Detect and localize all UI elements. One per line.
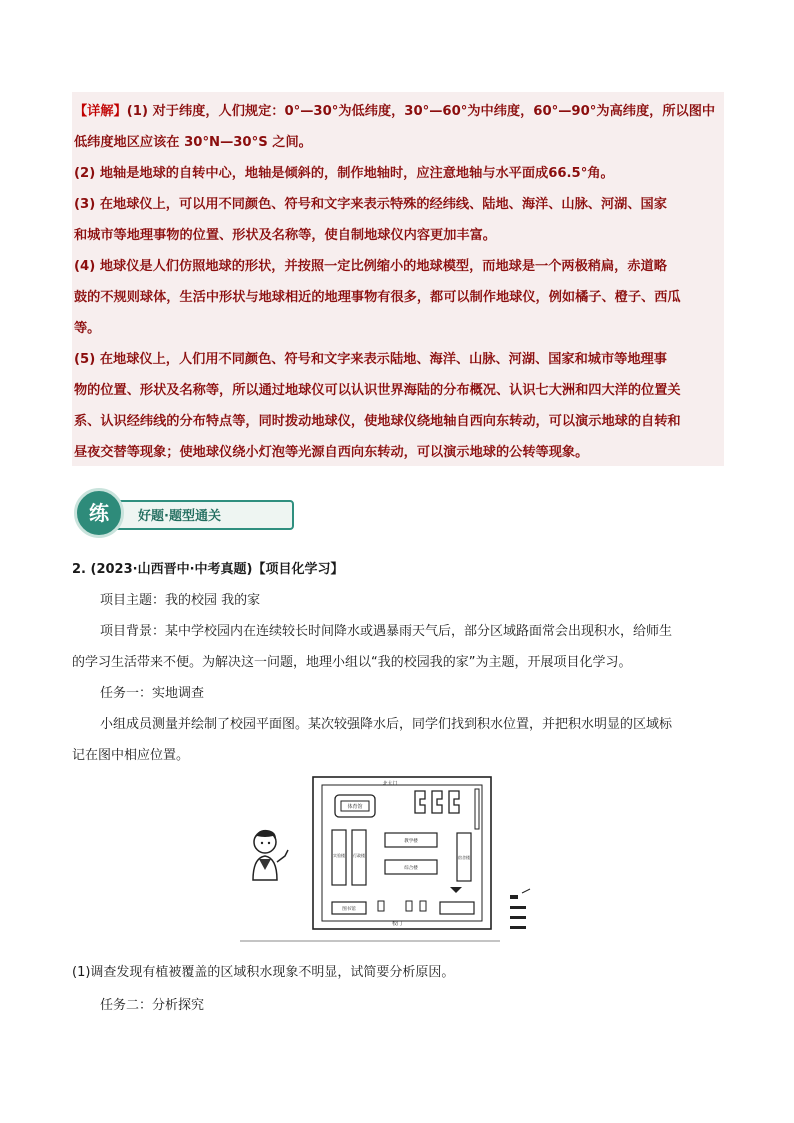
map-label-library: 图书馆 xyxy=(342,906,356,911)
map-label-teaching: 教学楼 xyxy=(404,838,418,843)
map-label-lab: 实验楼 xyxy=(333,853,345,858)
explanation-line: 和城市等地理事物的位置、形状及名称等，使自制地球仪内容更加丰富。 xyxy=(74,228,496,243)
project-background-cont: 的学习生活带来不便。为解决这一问题，地理小组以“我的校园我的家”为主题，开展项目化学习。 xyxy=(72,655,632,670)
sub-question-1: (1)调查发现有植被覆盖的区域积水现象不明显，试简要分析原因。 xyxy=(72,965,455,980)
explanation-tag: 【详解】 xyxy=(74,104,127,119)
task-one-title: 任务一：实地调查 xyxy=(100,686,205,701)
map-label-school-gate: 校门 xyxy=(391,921,403,927)
explanation-line: (4) 地球仪是人们仿照地球的形状，并按照一定比例缩小的地球模型，而地球是一个两极稍扁，赤道略 xyxy=(74,259,667,274)
map-label-complex: 综合楼 xyxy=(404,865,418,870)
explanation-line: 鼓的不规则球体，生活中形状与地球相近的地理事物有很多，都可以制作地球仪，例如橘子、橙子、西瓜 xyxy=(74,290,681,305)
explanation-box xyxy=(72,92,724,466)
project-topic: 项目主题：我的校园 我的家 xyxy=(100,593,261,608)
task-one-text: 小组成员测量并绘制了校园平面图。某次较强降水后，同学们找到积水位置，并把积水明显的区域标 xyxy=(100,717,673,732)
explanation-line: 系、认识经纬线的分布特点等，同时拨动地球仪，使地球仪绕地轴自西向东转动，可以演示地球的自转和 xyxy=(74,414,681,429)
map-label-gym: 体育馆 xyxy=(347,804,363,810)
explanation-line: 【详解】(1) 对于纬度，人们规定：0°—30°为低纬度，30°—60°为中纬度，60°—90°为高纬度，所以图中 xyxy=(74,104,716,119)
banner-bar xyxy=(106,500,294,530)
explanation-line: (5) 在地球仪上，人们用不同颜色、符号和文字来表示陆地、海洋、山脉、河湖、国家和城市等地理事 xyxy=(74,352,667,367)
map-label-dorm: 宿舍楼 xyxy=(458,855,470,860)
explanation-line: (2) 地轴是地球的自转中心，地轴是倾斜的，制作地轴时，应注意地轴与水平面成66.5°角。 xyxy=(74,166,614,181)
explanation-line: 等。 xyxy=(74,321,101,336)
explanation-line: 物的位置、形状及名称等，所以通过地球仪可以认识世界海陆的分布概况、认识七大洲和四大洋的位置关 xyxy=(74,383,681,398)
map-label-north-gate: 北大门 xyxy=(382,781,398,787)
project-background: 项目背景：某中学校园内在连续较长时间降水或遇暴雨天气后，部分区域路面常会出现积水，给师生 xyxy=(100,624,673,639)
explanation-line: 低纬度地区应该在 30°N—30°S 之间。 xyxy=(74,135,312,150)
task-one-text-cont: 记在图中相应位置。 xyxy=(72,748,190,763)
campus-map xyxy=(240,775,540,945)
section-banner xyxy=(74,488,294,538)
question-header: 2. (2023·山西晋中·中考真题)【项目化学习】 xyxy=(72,562,344,577)
explanation-line: (3) 在地球仪上，可以用不同颜色、符号和文字来表示特殊的经纬线、陆地、海洋、山脉、河湖、国家 xyxy=(74,197,667,212)
map-label-office: 行政楼 xyxy=(353,853,365,858)
banner-label: 好题·题型通关 xyxy=(138,509,221,524)
explanation-line: 昼夜交替等现象；使地球仪绕小灯泡等光源自西向东转动，可以演示地球的公转等现象。 xyxy=(74,445,589,460)
task-two-title: 任务二：分析探究 xyxy=(100,998,205,1013)
banner-badge: 练 xyxy=(74,488,124,538)
